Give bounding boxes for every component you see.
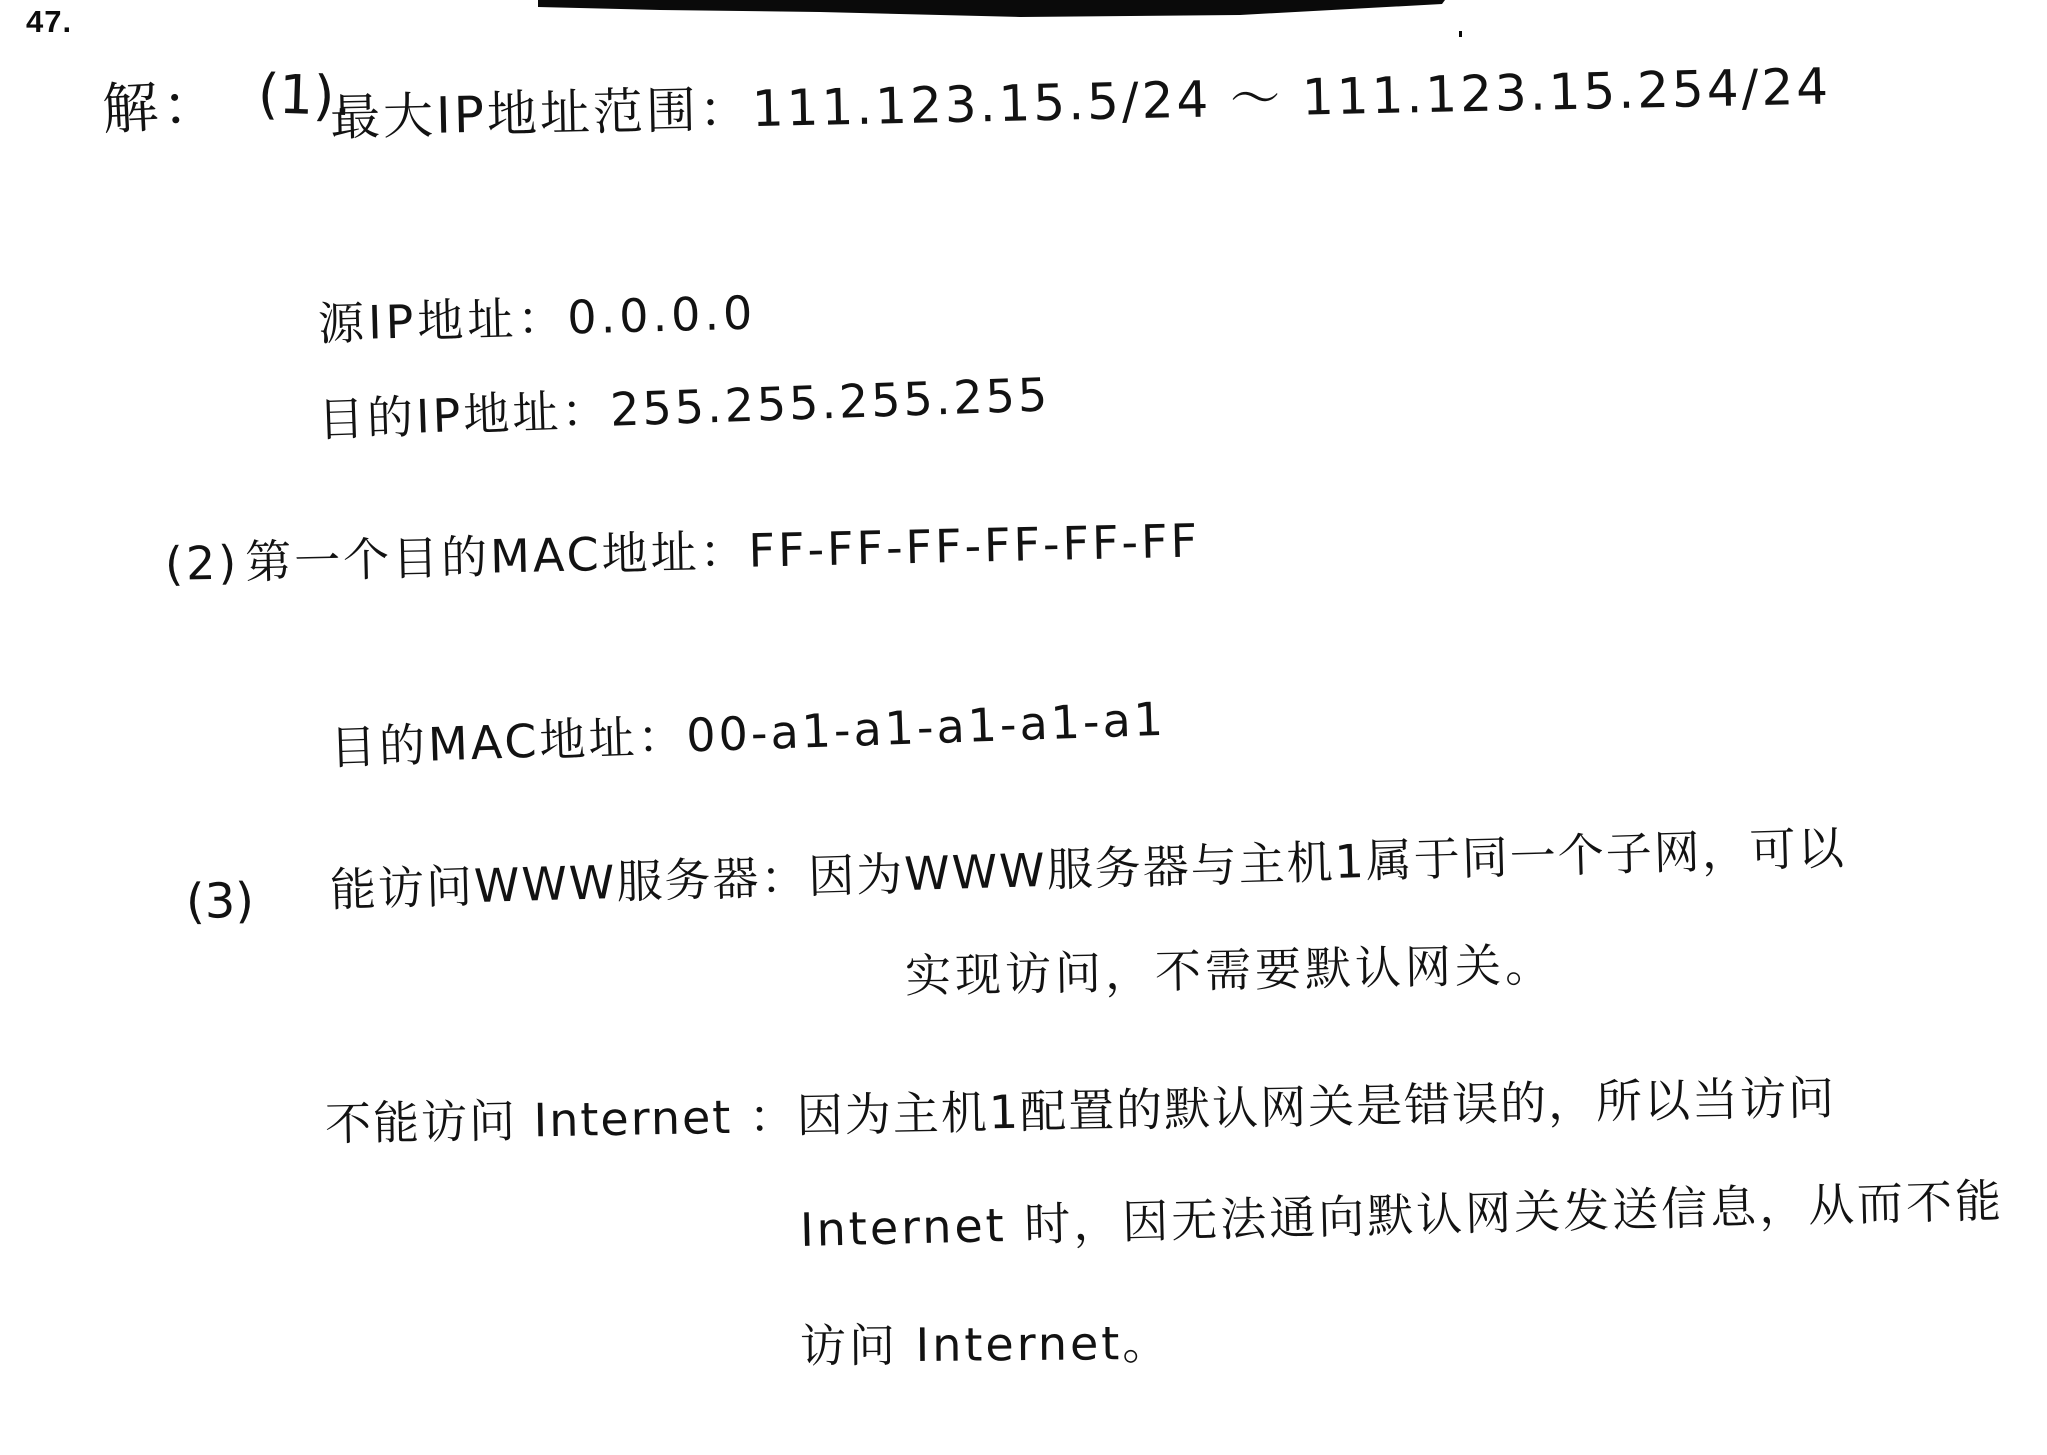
www-access-line-2: 实现访问，不需要默认网关。 [904, 937, 1556, 1003]
solution-marker: 解： [100, 71, 224, 143]
internet-access-line-3: 访问 Internet。 [799, 1315, 1172, 1373]
part1-label: (1). [256, 62, 353, 129]
dest-mac-line: 目的MAC地址：00-a1-a1-a1-a1-a1 [329, 691, 1167, 775]
first-dest-mac-text: 第一个目的MAC地址：FF-FF-FF-FF-FF-FF [244, 513, 1201, 590]
dest-ip-line: 目的IP地址：255.255.255.255 [317, 367, 1051, 447]
question-number: 47. [26, 4, 73, 39]
max-ip-range-line: 最大IP地址范围：111.123.15.5/24 ～ 111.123.15.254/24 [329, 57, 1832, 147]
www-access-line-1: 能访问WWW服务器：因为WWW服务器与主机1属于同一个子网，可以 [329, 820, 1847, 917]
source-ip-line: 源IP地址：0.0.0.0 [317, 285, 757, 351]
part3-label: (3) [185, 872, 255, 930]
internet-access-line-1: 不能访问 Internet ：因为主机1配置的默认网关是错误的，所以当访问 [324, 1070, 1837, 1151]
part2-label: (2) [164, 535, 240, 591]
internet-access-line-2: Internet 时，因无法通向默认网关发送信息，从而不能 [799, 1173, 2005, 1257]
first-dest-mac-line [164, 505, 1200, 594]
